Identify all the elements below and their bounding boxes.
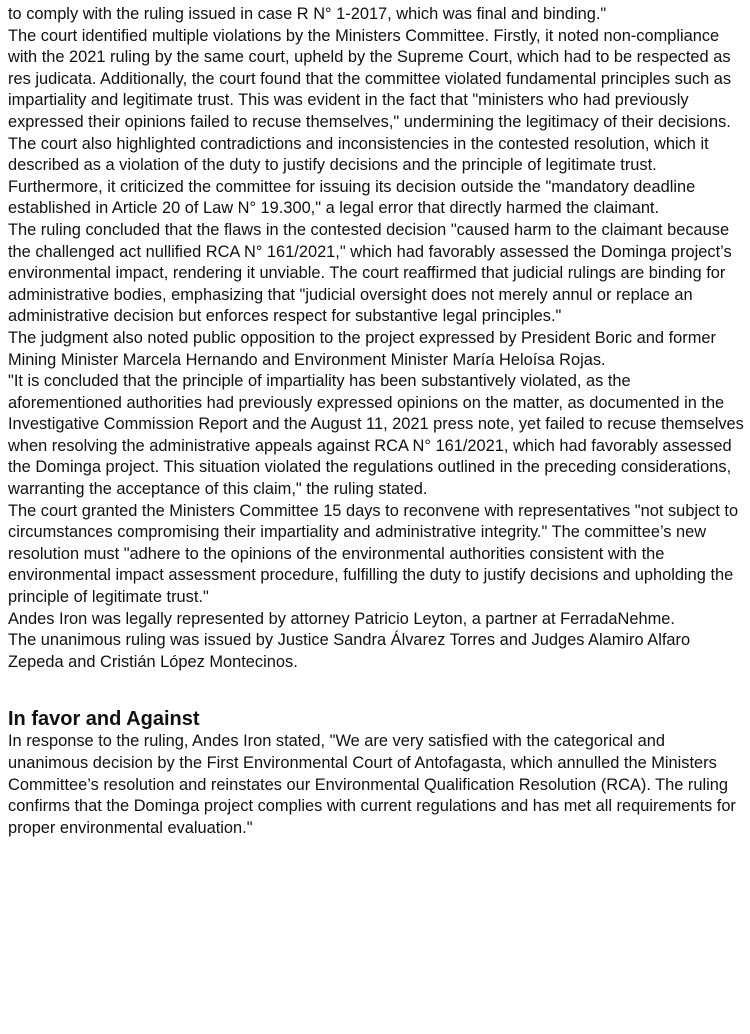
paragraph-public-opposition: The judgment also noted public opposition to the project expressed by President Boric and former Mining Minister Marcela Hernando and Environment Minister María Heloísa Rojas.: [8, 328, 716, 369]
section-spacer: [8, 673, 744, 707]
section-heading: In favor and Against: [8, 708, 200, 731]
paragraph-legal-representation: Andes Iron was legally represented by attorney Patricio Leyton, a partner at FerradaNehme.: [8, 609, 675, 628]
paragraph-ruling-conclusion: The ruling concluded that the flaws in the contested decision "caused harm to the claimant because the challenged act nullified RCA N° 161/2021," which had favorably assessed the Dominga project’s environmental impact, rendering it unviable. The court reaffirmed that judicial rulings are binding for administrative bodies, emphasizing that "judicial oversight does not merely annul or replace an administrative decision but enforces respect for substantive legal principles.": [8, 220, 732, 326]
paragraph-andes-iron-statement: In response to the ruling, Andes Iron stated, "We are very satisfied with the categorical and unanimous decision by the First Environmental Court of Antofagasta, which annulled the Ministers Committee’s resolution and reinstates our Environmental Qualification Resolution (RCA). The ruling confirms that the Dominga project complies with current regulations and has met all requirements for proper environmental evaluation.": [8, 732, 736, 837]
paragraph-unanimous-ruling: The unanimous ruling was issued by Justice Sandra Álvarez Torres and Judges Alamiro Alfaro Zepeda and Cristián López Montecinos.: [8, 631, 691, 671]
paragraph-impartiality-quote: "It is concluded that the principle of impartiality has been substantively violated, as the aforementioned authorities had previously expressed opinions on the matter, as documented in the Investigative Commission Report and the August 11, 2021 press note, yet failed to recuse themselves when resolving the administrative appeals against RCA N° 161/2021, which had favorably assessed the Dominga project. This situation violated the regulations outlined in the preceding considerations, warranting the acceptance of this claim," the ruling stated.: [8, 372, 744, 499]
paragraph-contradictions: The court also highlighted contradictions and inconsistencies in the contested resolution, which it described as a violation of the duty to justify decisions and the principle of legitimate trust. Furthermore, it criticized the committee for issuing its decision outside the "mandatory deadline established in Article 20 of Law N° 19.300," a legal error that directly harmed the claimant.: [8, 134, 709, 218]
paragraph-violations: The court identified multiple violations by the Ministers Committee. Firstly, it noted non-compliance with the 2021 ruling by the same court, upheld by the Supreme Court, which had to be respected as res judicata. Additionally, the court found that the committee violated fundamental principles such as impartiality and legitimate trust. This was evident in the fact that "ministers who had previously expressed their opinions failed to recuse themselves," undermining the legitimacy of their decisions.: [8, 26, 732, 131]
paragraph-committee-deadline: The court granted the Ministers Committee 15 days to reconvene with representatives "not subject to circumstances compromising their impartiality and administrative integrity." The committee’s new resolution must "adhere to the opinions of the environmental authorities consistent with the environmental impact assessment procedure, fulfilling the duty to justify decisions and upholding the principle of legitimate trust.": [8, 501, 739, 607]
article-body: [8, 4, 744, 839]
paragraph-ruling-compliance: to comply with the ruling issued in case R N° 1-2017, which was final and binding.": [8, 5, 607, 23]
